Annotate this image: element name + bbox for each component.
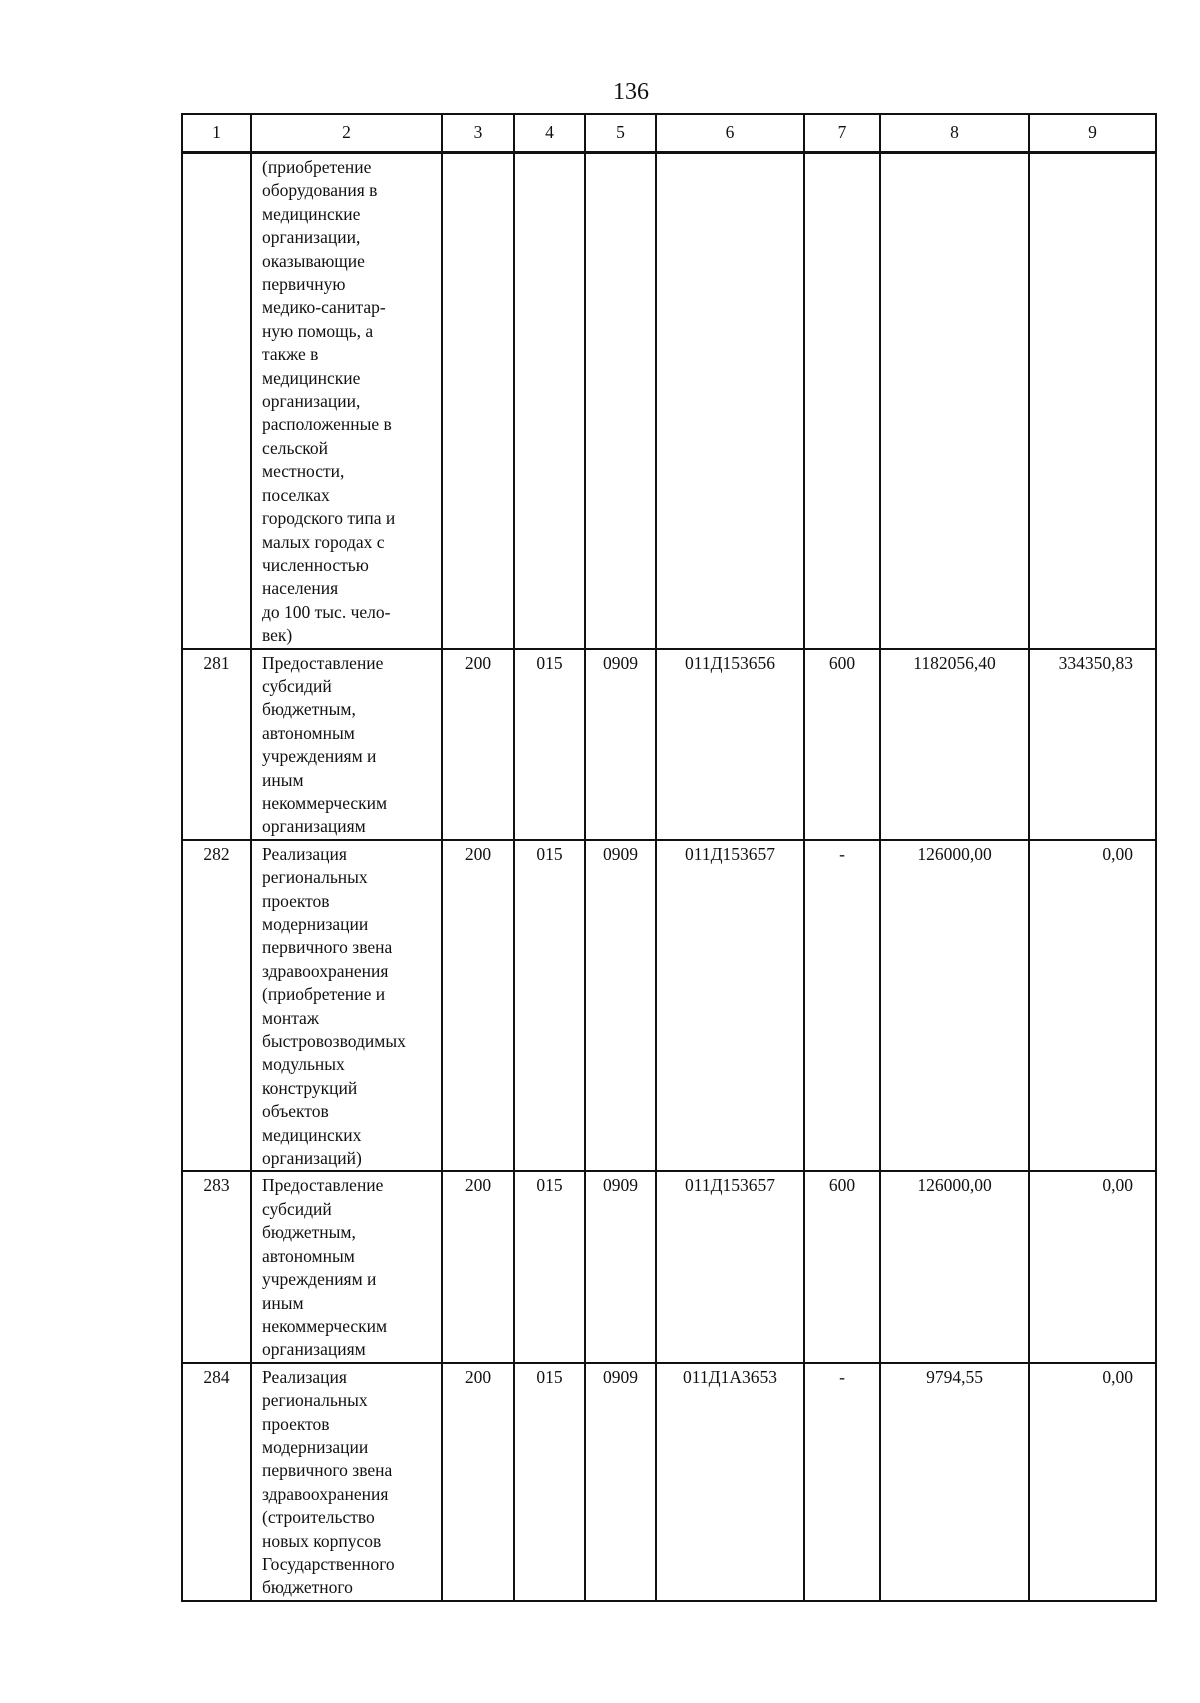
description-line: бюджетного (262, 1577, 353, 1598)
cell-col-5: 0909 (585, 649, 656, 840)
cell-col-8: 126000,00 (880, 840, 1029, 1172)
description-line: субсидий (262, 675, 332, 696)
description-line: быстровозводимых (262, 1031, 406, 1052)
cell-col-9 (1029, 153, 1156, 649)
row-number: 284 (182, 1363, 251, 1601)
description-line: бюджетным, (262, 699, 356, 720)
description-line: сельской (262, 437, 328, 458)
description-line: некоммерческим (262, 1315, 388, 1336)
page-number: 136 (613, 79, 649, 105)
description-line: организаций) (262, 1148, 362, 1169)
description-line: монтаж (262, 1007, 319, 1028)
cell-col-7: - (804, 1363, 880, 1601)
cell-col-8 (880, 153, 1029, 649)
description-line: организации, (262, 391, 361, 412)
description-line: оборудования в (262, 180, 378, 201)
row-number (182, 153, 251, 649)
row-description (251, 153, 442, 649)
cell-col-3: 200 (442, 840, 514, 1172)
description-line: региональных (262, 1390, 368, 1411)
cell-col-4 (514, 153, 585, 649)
row-number: 282 (182, 840, 251, 1172)
description-line: проектов (262, 890, 330, 911)
cell-col-7: 600 (804, 649, 880, 840)
table-header (182, 114, 1156, 153)
cell-col-5 (585, 153, 656, 649)
table-row (182, 1171, 1156, 1362)
row-description (251, 1171, 442, 1362)
description-line: бюджетным, (262, 1222, 356, 1243)
column-header-5: 5 (585, 114, 656, 153)
description-line: ную помощь, а (262, 320, 374, 341)
description-line: организациям (262, 1339, 366, 1360)
row-number: 283 (182, 1171, 251, 1362)
cell-col-8: 126000,00 (880, 1171, 1029, 1362)
description-line: учреждениям и (262, 1269, 377, 1290)
cell-col-6: 011Д153657 (656, 840, 804, 1172)
cell-col-8: 1182056,40 (880, 649, 1029, 840)
description-line: (строительство (262, 1507, 375, 1528)
description-line: медицинские (262, 367, 361, 388)
cell-col-4: 015 (514, 1363, 585, 1601)
cell-col-9: 0,00 (1029, 1171, 1156, 1362)
description-line: новых корпусов (262, 1530, 382, 1551)
description-line: модернизации (262, 1436, 369, 1457)
column-header-9: 9 (1029, 114, 1156, 153)
description-line: Реализация (262, 1366, 347, 1387)
cell-col-3: 200 (442, 649, 514, 840)
description-line: первичного звена (262, 1460, 393, 1481)
description-line: региональных (262, 867, 368, 888)
description-line: (приобретение (262, 157, 372, 177)
cell-col-6: 011Д1А3653 (656, 1363, 804, 1601)
table-row (182, 840, 1156, 1172)
description-line: модернизации (262, 914, 369, 934)
description-line: конструкций (262, 1077, 358, 1098)
cell-col-6: 011Д153656 (656, 649, 804, 840)
description-line: расположенные в (262, 414, 392, 435)
description-line: субсидий (262, 1198, 332, 1219)
description-line: Реализация (262, 843, 347, 864)
table-row (182, 1363, 1156, 1601)
cell-col-4: 015 (514, 840, 585, 1172)
column-header-6: 6 (656, 114, 804, 153)
cell-col-5: 0909 (585, 840, 656, 1172)
row-description (251, 649, 442, 840)
description-line: модульных (262, 1054, 345, 1075)
column-header-3: 3 (442, 114, 514, 153)
cell-col-4: 015 (514, 1171, 585, 1362)
description-line: некоммерческим (262, 792, 388, 813)
description-line: век) (262, 625, 293, 646)
description-line: (приобретение и (262, 984, 386, 1005)
description-line: здравоохранения (262, 960, 389, 981)
description-line: населения (262, 578, 339, 599)
description-line: оказывающие (262, 250, 365, 271)
cell-col-5: 0909 (585, 1171, 656, 1362)
description-line: автономным (262, 1245, 355, 1266)
cell-col-6: 011Д153657 (656, 1171, 804, 1362)
column-header-8: 8 (880, 114, 1029, 153)
table-row (182, 153, 1156, 649)
description-line: Предоставление (262, 652, 384, 673)
description-line: медицинские (262, 203, 361, 224)
cell-col-8: 9794,55 (880, 1363, 1029, 1601)
cell-col-6 (656, 153, 804, 649)
row-number: 281 (182, 649, 251, 840)
description-line: организации, (262, 227, 361, 248)
description-line: медико-санитар- (262, 297, 386, 318)
description-line: иным (262, 769, 304, 790)
description-line: до 100 тыс. чело- (262, 601, 391, 622)
description-line: первичного звена (262, 937, 393, 958)
cell-col-7 (804, 153, 880, 649)
description-line: здравоохранения (262, 1483, 389, 1504)
description-line: городского типа и (262, 508, 396, 529)
cell-col-3: 200 (442, 1171, 514, 1362)
cell-col-9: 0,00 (1029, 1363, 1156, 1601)
row-description (251, 840, 442, 1172)
cell-col-7: 600 (804, 1171, 880, 1362)
cell-col-9: 0,00 (1029, 840, 1156, 1172)
description-line: численностью (262, 554, 369, 575)
description-line: местности, (262, 461, 345, 482)
description-line: объектов (262, 1101, 329, 1122)
table-body (182, 153, 1156, 1601)
description-line: иным (262, 1292, 304, 1313)
budget-table (181, 113, 1157, 1602)
description-line: учреждениям и (262, 746, 377, 767)
header-row (182, 114, 1156, 153)
cell-col-9: 334350,83 (1029, 649, 1156, 840)
description-line: Предоставление (262, 1175, 384, 1196)
column-header-4: 4 (514, 114, 585, 153)
cell-col-7: - (804, 840, 880, 1172)
description-line: поселках (262, 484, 330, 505)
row-description (251, 1363, 442, 1601)
table-row (182, 649, 1156, 840)
description-line: организациям (262, 816, 366, 837)
cell-col-3 (442, 153, 514, 649)
cell-col-5: 0909 (585, 1363, 656, 1601)
description-line: Государственного (262, 1553, 395, 1574)
cell-col-4: 015 (514, 649, 585, 840)
description-line: автономным (262, 722, 355, 743)
description-line: также в (262, 344, 319, 365)
description-line: проектов (262, 1413, 330, 1434)
cell-col-3: 200 (442, 1363, 514, 1601)
description-line: медицинских (262, 1124, 362, 1145)
description-line: малых городах с (262, 531, 385, 552)
column-header-1: 1 (182, 114, 251, 153)
column-header-2: 2 (251, 114, 442, 153)
column-header-7: 7 (804, 114, 880, 153)
description-line: первичную (262, 274, 346, 295)
